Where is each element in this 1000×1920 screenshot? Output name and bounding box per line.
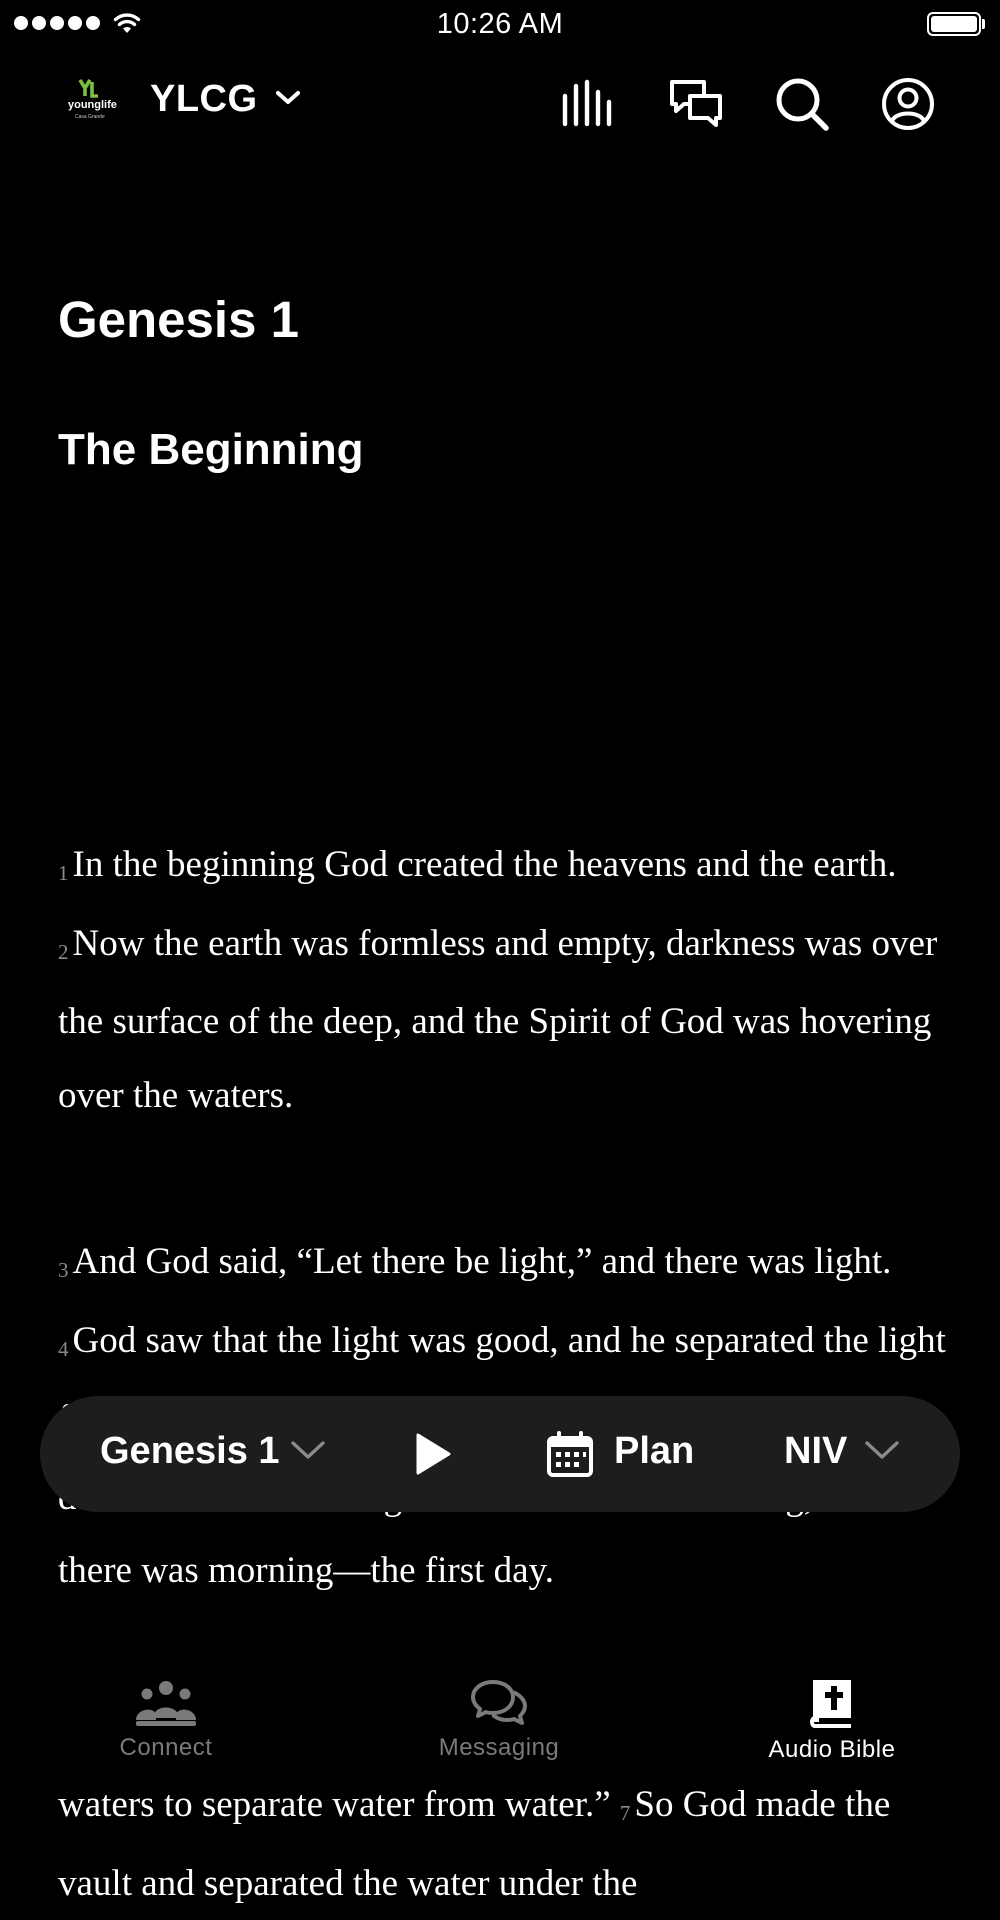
verse-number: 7 xyxy=(619,1801,631,1825)
chevron-down-icon[interactable] xyxy=(288,1438,328,1462)
tab-label: Messaging xyxy=(438,1734,560,1761)
younglife-logo[interactable] xyxy=(66,78,118,122)
verse-text: God saw that the light was good, and he separated the light xyxy=(72,1319,946,1361)
verse-number: 2 xyxy=(58,939,69,964)
verse-text: And God said, “Let there be light,” and there was light. xyxy=(72,1241,892,1282)
tab-label: Connect xyxy=(119,1734,213,1761)
verse-number: 1 xyxy=(58,861,69,885)
verse-text: So God made the vault and separated the water under the xyxy=(58,1784,891,1904)
tab-label: Audio Bible xyxy=(768,1736,896,1763)
verse-number: 4 xyxy=(58,1336,69,1361)
verse-text: there was morning—the first day. xyxy=(58,1550,554,1591)
chat-bubbles-icon[interactable] xyxy=(668,76,724,132)
verse-paragraph xyxy=(58,828,958,1132)
verse-paragraph xyxy=(58,1768,958,1920)
calendar-icon[interactable] xyxy=(546,1430,594,1478)
battery-icon xyxy=(927,12,981,36)
status-time: 10:26 AM xyxy=(436,8,564,40)
verse-text: Now the earth was formless and empty, darkness was over the surface of the deep, and the Spirit of God was hovering over the waters. xyxy=(58,922,938,1116)
chapter-title: Genesis 1 xyxy=(58,291,299,348)
verse-text: waters to separate water from water.” xyxy=(58,1784,611,1825)
logo-subtext: Casa Grande xyxy=(75,114,105,120)
tab-messaging[interactable] xyxy=(379,1660,619,1778)
plan-button[interactable]: Plan xyxy=(614,1430,695,1472)
bible-icon xyxy=(809,1678,855,1730)
account-icon[interactable] xyxy=(880,76,936,132)
tab-connect[interactable] xyxy=(46,1660,286,1778)
chevron-down-icon[interactable] xyxy=(862,1438,902,1462)
book-chapter-selector[interactable]: Genesis 1 xyxy=(100,1430,280,1472)
org-name[interactable]: YLCG xyxy=(150,78,258,120)
people-icon xyxy=(134,1678,198,1728)
verse-text: In the beginning God created the heavens and the earth. xyxy=(72,844,897,885)
chat-bubbles-icon xyxy=(471,1678,527,1728)
audio-player-bar xyxy=(40,1396,960,1512)
verse-number: 3 xyxy=(58,1258,69,1282)
audio-bars-icon[interactable] xyxy=(560,76,616,132)
status-bar xyxy=(0,0,1000,50)
play-icon[interactable] xyxy=(414,1432,452,1476)
chevron-down-icon[interactable] xyxy=(273,88,303,108)
tab-audio-bible[interactable] xyxy=(712,1660,952,1778)
search-icon[interactable] xyxy=(774,76,830,132)
bottom-tab-bar xyxy=(0,1660,1000,1778)
logo-text: younglife xyxy=(68,99,117,111)
section-title: The Beginning xyxy=(58,425,364,474)
app-header xyxy=(0,58,1000,148)
bible-version-selector[interactable]: NIV xyxy=(784,1430,848,1472)
battery-tip xyxy=(982,19,985,29)
